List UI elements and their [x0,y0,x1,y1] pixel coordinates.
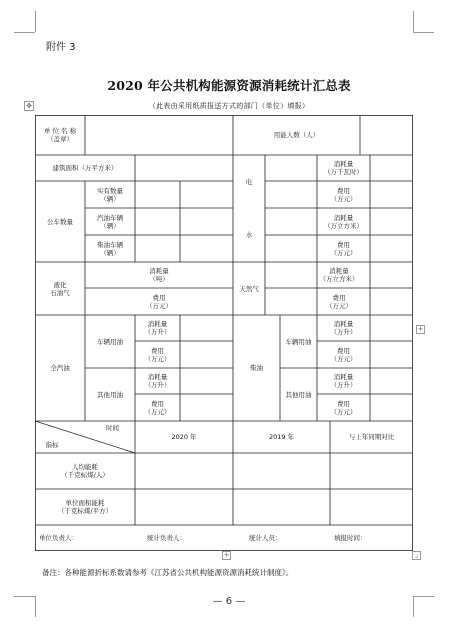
diesel-vehicle-use-label: 车辆用油 [285,337,312,346]
diesel-label: 柴油 [250,364,263,372]
crop-mark [413,11,414,32]
vehicle-diesel-label: 柴油车辆 （辆） [97,240,123,257]
attachment-label: 附件 3 [46,42,76,53]
statistics-table [35,115,413,551]
page-title: 2020 年公共机构能源资源消耗统计汇总表 [107,78,351,93]
per-area-energy-label: 单位面积能耗 （千克标煤/平方） [57,499,113,515]
diesel-vehicle-cost: 费用 （万元） [330,346,357,363]
unit-name-label: 单 位 名 称 （盖章） [43,127,77,143]
staff-count-label: 用能人数（人） [273,131,320,139]
gasoline-label: 全汽油 [50,364,70,372]
stats-head-label: 统计负责人： [147,534,186,542]
natural-gas-cost-label: 费用 （万元） [326,293,352,310]
diesel-other-consumption: 消耗量 （万升） [330,373,357,389]
natural-gas-consumption-label: 消耗量 （万立方米） [319,267,359,283]
table-corner-handle-icon[interactable]: ⌟ [412,551,421,560]
vehicle-count-label: 公车数量 [47,217,73,226]
stats-staff-label: 统计人员： [249,534,282,542]
gasoline-vehicle-consumption: 消耗量 （万升） [144,320,171,336]
page-subtitle: （此表由采用纸质报送方式的部门（单位）填报） [148,102,310,110]
gasoline-other-use-label: 其他用油 [97,390,123,399]
lpg-cost-label: 费用 （万元） [146,293,172,310]
footnote: 备注：各种能源折标系数请参考《江苏省公共机构能源资源消耗统计制度》。 [42,568,294,577]
crop-mark [35,11,36,32]
gasoline-vehicle-cost: 费用 （万元） [144,346,171,363]
crop-mark [413,32,434,33]
water-label: 水 [245,231,253,239]
summary-2020-header: 2020 年 [171,433,197,441]
gasoline-vehicle-use-label: 车辆用油 [97,337,123,346]
table-move-handle-icon[interactable]: ✥ [24,101,34,111]
summary-time-header: 时间 [106,424,119,432]
diesel-other-use-label: 其他用油 [285,390,312,399]
fill-date-label: 填报时间： [334,534,367,542]
electricity-consumption-label: 消耗量 （万千瓦时） [324,160,363,176]
page-number: — 6 — [212,596,246,607]
unit-head-label: 单位负责人： [39,534,78,542]
vehicle-gasoline-label: 汽油车辆 （辆） [97,213,123,230]
gasoline-other-consumption: 消耗量 （万升） [144,373,171,389]
lpg-label: 液化 石油气 [50,280,70,297]
diesel-other-cost: 费用 （万元） [330,399,357,416]
gasoline-other-cost: 费用 （万元） [144,399,171,416]
building-area-label: 建筑面积（万平方米） [52,164,118,172]
water-cost-label: 费用 （万元） [330,240,357,257]
crop-mark [14,32,35,33]
table-resize-handle-icon[interactable]: + [417,325,424,333]
natural-gas-label: 天然气 [239,284,259,293]
summary-compare-header: 与上年同期对比 [348,433,395,441]
summary-2019-header: 2019 年 [268,433,295,441]
electricity-cost-label: 费用 （万元） [330,186,357,203]
water-consumption-label: 消耗量 （万立方米） [324,213,363,230]
electricity-label: 电 [245,177,253,186]
summary-indicator-header: 指标 [45,441,59,449]
vehicle-total-label: 实有数量 （辆） [97,186,123,203]
per-capita-energy-label: 人均能耗 （千克标煤/人） [61,463,109,479]
diesel-vehicle-consumption: 消耗量 （万升） [330,320,357,336]
table-resize-handle-icon[interactable]: + [223,551,230,559]
lpg-consumption-label: 消耗量 （吨） [149,267,169,283]
